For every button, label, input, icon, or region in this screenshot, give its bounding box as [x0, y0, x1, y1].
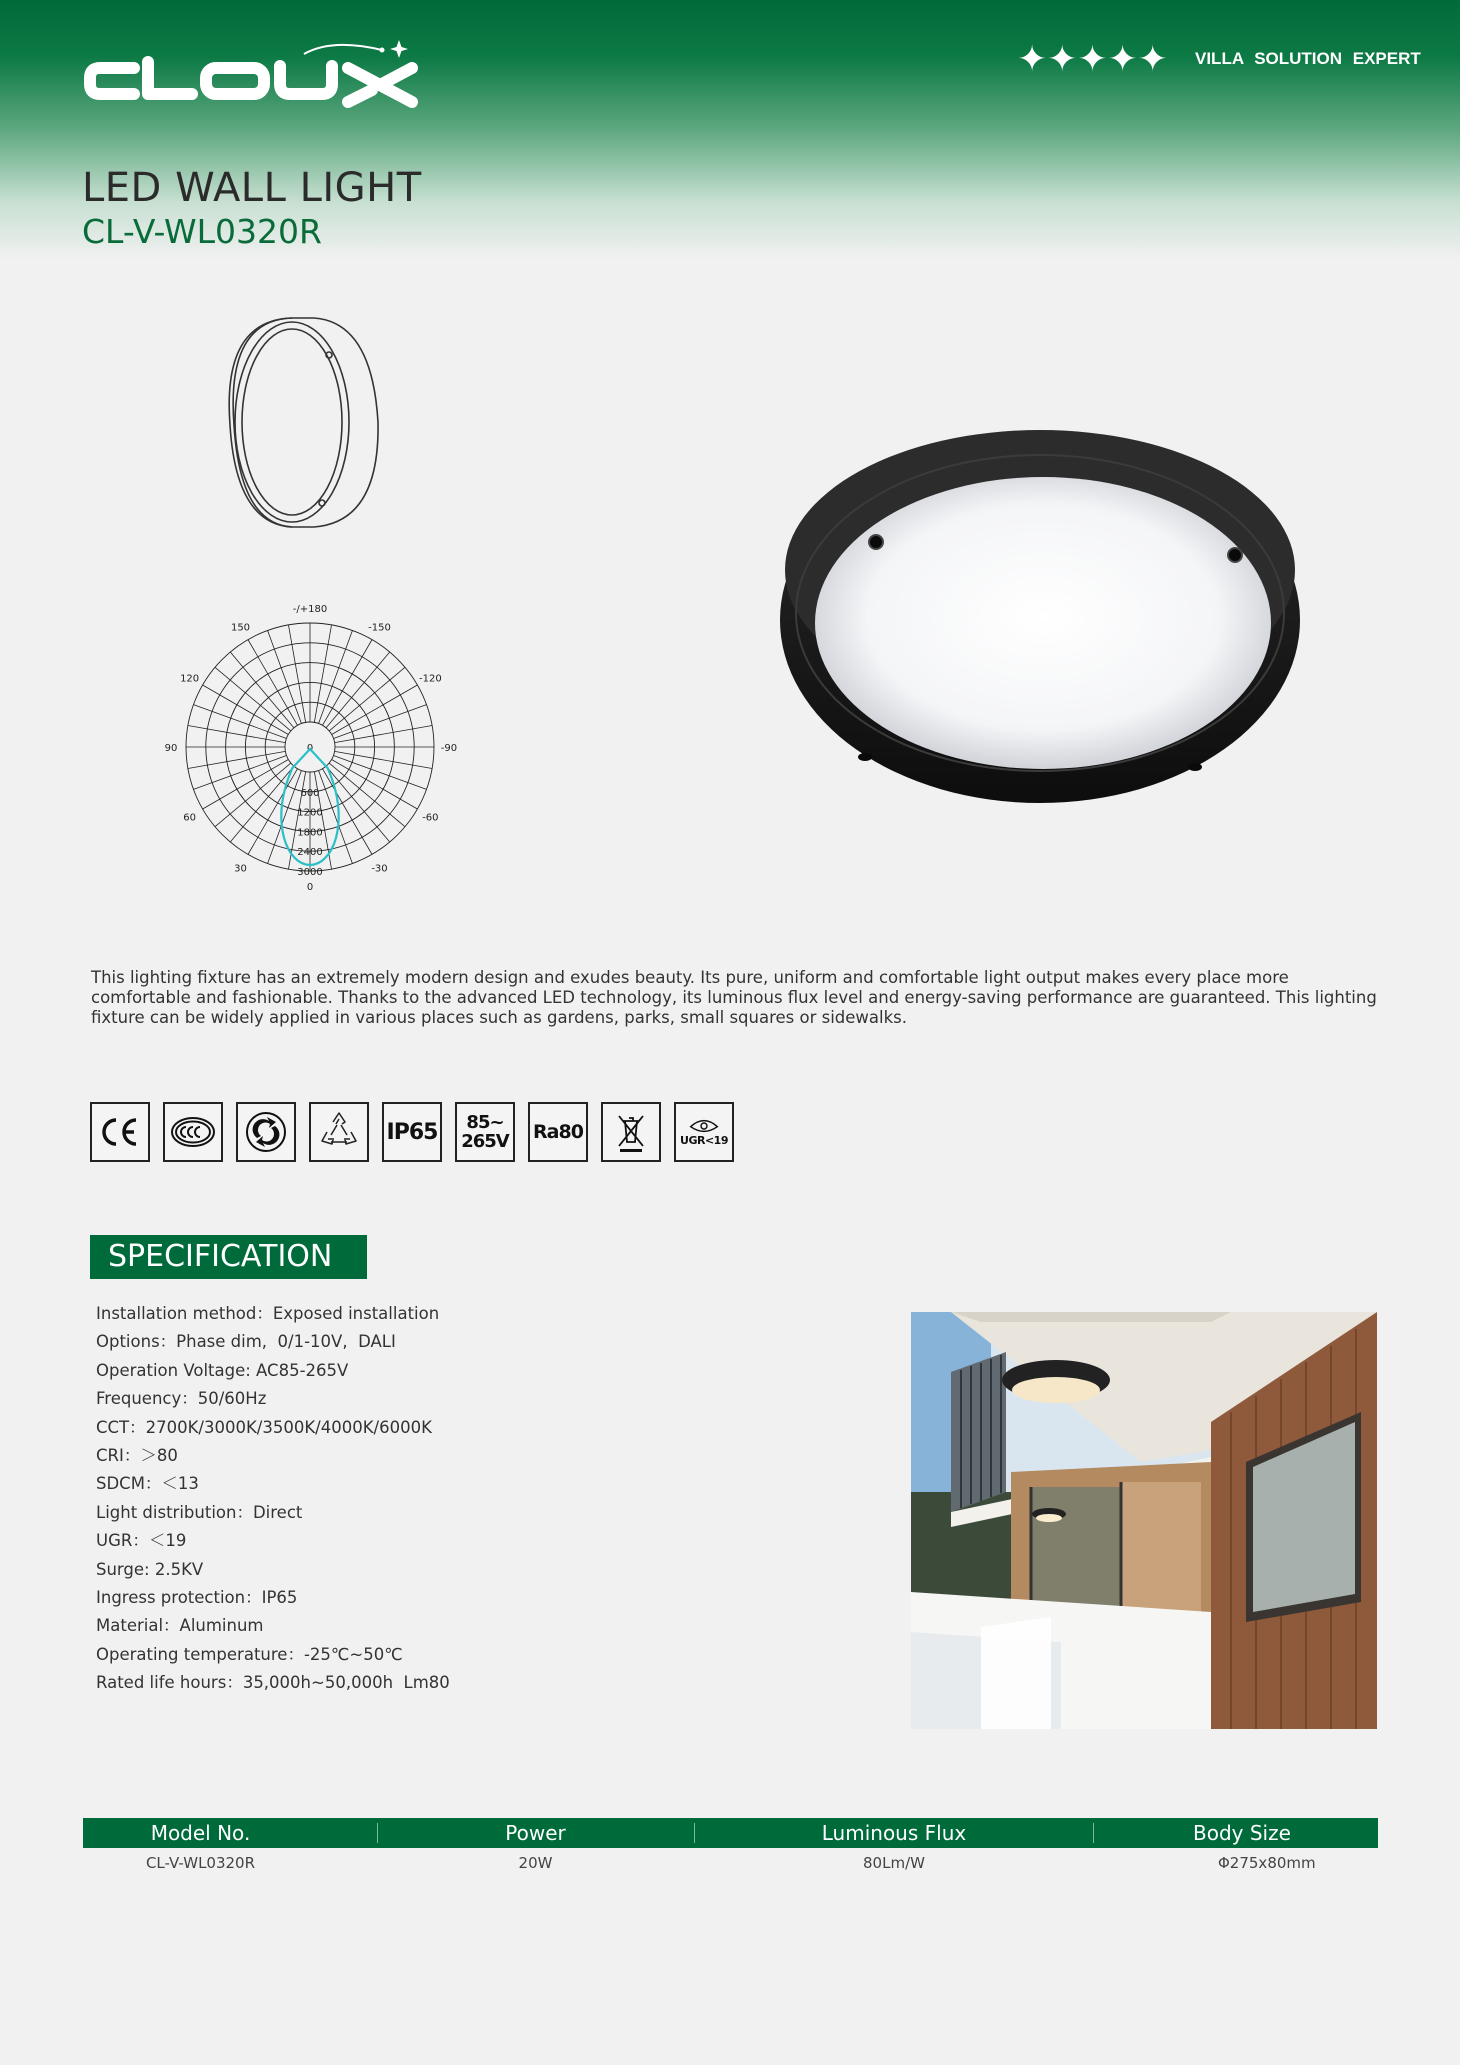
cell-power: 20W: [518, 1854, 553, 1872]
header-divider: [1093, 1823, 1094, 1843]
tagline: VILLA SOLUTION EXPERT: [1195, 49, 1421, 68]
spec-item: Options：Phase dim, 0/1-10V, DALI: [96, 1332, 396, 1352]
polar-angle-label: 90: [164, 743, 178, 754]
polar-spoke: [268, 630, 302, 723]
table-header: [83, 1818, 1378, 1848]
polar-spoke: [319, 630, 353, 723]
polar-angle-label: -30: [371, 863, 388, 875]
table-row: [83, 1848, 1378, 1878]
spec-item: CRI：＞80: [96, 1446, 178, 1466]
product-photo: [770, 405, 1310, 815]
light-distribution-polar-diagram: [155, 605, 465, 905]
model-table: [83, 1818, 1378, 1878]
specification-heading: SPECIFICATION: [90, 1235, 367, 1279]
header-body-size: Body Size: [1193, 1821, 1291, 1845]
spec-item: Operation Voltage: AC85-265V: [96, 1360, 349, 1380]
polar-spoke: [335, 725, 432, 742]
spec-item: Ingress protection：IP65: [96, 1588, 298, 1608]
spec-item: Rated life hours：35,000h~50,000h Lm80: [96, 1673, 450, 1693]
polar-spoke: [193, 756, 286, 790]
polar-spoke: [188, 751, 285, 768]
polar-radial-label: 3000: [297, 867, 323, 878]
polar-radial-label: 0: [306, 743, 314, 754]
eye-icon: [688, 1118, 720, 1134]
polar-angle-label: -90: [440, 743, 458, 754]
spec-item: Light distribution：Direct: [96, 1502, 303, 1522]
polar-angle-label: 60: [183, 812, 196, 824]
spec-item: UGR：＜19: [96, 1531, 187, 1551]
product-model: CL-V-WL0320R: [82, 212, 322, 251]
ra80-badge: Ra80: [528, 1102, 588, 1162]
polar-spoke: [333, 705, 426, 739]
certification-icons: [90, 1102, 734, 1162]
polar-angle-label: 30: [234, 863, 247, 875]
specification-list: [96, 1300, 450, 1698]
polar-angle-label: -/+180: [292, 605, 328, 615]
cell-model-no: CL-V-WL0320R: [145, 1854, 256, 1872]
green-dot-recycle-icon: [236, 1102, 296, 1162]
header-power: Power: [505, 1821, 566, 1845]
polar-spoke: [319, 770, 353, 863]
cloux-logo: [82, 40, 438, 108]
polar-angle-label: 120: [180, 673, 200, 685]
spec-item: Installation method：Exposed installation: [96, 1304, 440, 1323]
rating-stars: ✦✦✦✦✦: [1017, 39, 1168, 80]
header-model-no: Model No.: [150, 1821, 251, 1845]
spec-item: Operating temperature：-25℃~50℃: [96, 1644, 403, 1664]
product-title: LED WALL LIGHT: [82, 165, 422, 211]
polar-radial-label: 2400: [297, 847, 323, 859]
polar-spoke: [314, 625, 331, 722]
ccc-mark-icon: [163, 1102, 223, 1162]
polar-angle-label: -150: [368, 622, 391, 634]
weee-bin-icon: [601, 1102, 661, 1162]
cell-luminous-flux: 80Lm/W: [863, 1854, 925, 1872]
voltage-badge: 85~ 265V: [455, 1102, 515, 1162]
spec-item: Material：Aluminum: [96, 1616, 264, 1636]
installation-scene-photo: [911, 1312, 1377, 1729]
polar-spoke: [333, 756, 426, 790]
spec-item: Frequency：50/60Hz: [96, 1389, 267, 1409]
spec-item: Surge: 2.5KV: [96, 1559, 204, 1579]
polar-angle-label: 0: [306, 882, 314, 893]
polar-angle-label: -120: [419, 673, 442, 685]
ip65-badge: IP65: [382, 1102, 442, 1162]
polar-radial-label: 600: [300, 787, 320, 799]
header-luminous-flux: Luminous Flux: [821, 1821, 967, 1845]
ce-mark-icon: [90, 1102, 150, 1162]
polar-spoke: [188, 725, 285, 742]
polar-angle-label: -60: [422, 812, 439, 824]
polar-angle-label: 150: [230, 622, 251, 634]
ugr-badge: UGR<19: [674, 1102, 734, 1162]
polar-spoke: [193, 705, 286, 739]
polar-radial-label: 1800: [297, 827, 323, 839]
polar-spoke: [335, 751, 432, 768]
spec-item: CCT：2700K/3000K/3500K/4000K/6000K: [96, 1417, 432, 1437]
fixture-line-drawing: [222, 310, 382, 535]
spec-item: SDCM：＜13: [96, 1474, 199, 1494]
polar-radial-label: 1200: [297, 807, 323, 819]
recycle-symbol-icon: [309, 1102, 369, 1162]
product-description: This lighting fixture has an extremely modern design and exudes beauty. Its pure, uniform and comfortable light output makes every place more comfortable and fashionable. Thanks to the advanced LED technology, its luminous flux level and energy-saving performance are guaranteed. This lighting fixture can be widely applied in various places such as gardens, parks, small squares or sidewalks.: [91, 968, 1377, 1027]
cell-body-size: Φ275x80mm: [1218, 1854, 1316, 1872]
polar-spoke: [288, 625, 305, 722]
